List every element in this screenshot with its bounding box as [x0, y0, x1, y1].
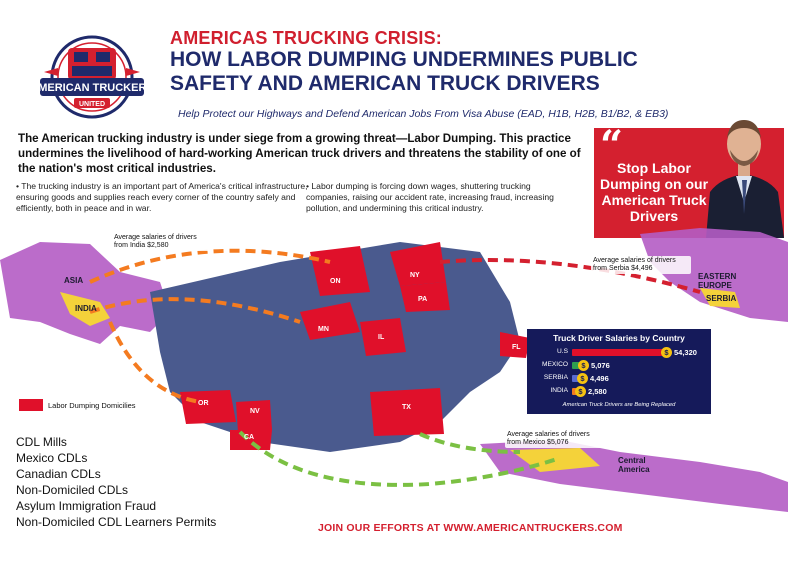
logo-top-text: AMERICAN TRUCKERS	[30, 82, 154, 94]
salary-country-label: INDIA	[550, 387, 568, 394]
region-serbia: SERBIA	[706, 294, 737, 303]
dollar-coin-icon: $	[578, 360, 589, 371]
page-title-line2: HOW LABOR DUMPING UNDERMINES PUBLIC SAFETY AND AMERICAN TRUCK DRIVERS	[170, 48, 638, 95]
salary-value: 5,076	[591, 361, 610, 370]
domicile-on	[310, 246, 370, 296]
issue-item: Asylum Immigration Fraud	[16, 499, 157, 513]
salary-value: 54,320	[674, 348, 697, 357]
region-asia: ASIA	[64, 276, 84, 285]
avg-salary-serbia-label: Average salaries of drivers from Serbia $4,496	[591, 256, 691, 274]
state-ny: NY	[410, 272, 420, 279]
state-or: OR	[198, 400, 209, 407]
dollar-coin-icon: $	[577, 373, 588, 384]
asia-landmass	[0, 242, 170, 344]
dollar-coin-icon: $	[661, 347, 672, 358]
state-il: IL	[378, 334, 385, 341]
issue-item: CDL Mills	[16, 435, 67, 449]
salary-country-label: U.S	[557, 348, 568, 355]
domicile-tx	[370, 388, 444, 436]
logo-bottom-text: UNITED	[78, 101, 106, 108]
tagline: Help Protect our Highways and Defend American Jobs From Visa Abuse (EAD, H1B, H2B, B1/B2, & EB3)	[178, 108, 669, 120]
state-mn: MN	[318, 326, 329, 333]
dollar-coin-icon: $	[575, 386, 586, 397]
intro-paragraph: The American trucking industry is under siege from a growing threat—Labor Dumping. This practice undermines the livelihood of hard-working American truck drivers and threatens the stability of one of the nation's most critical industries.	[18, 132, 581, 175]
salary-value: 2,580	[588, 387, 607, 396]
american-truckers-logo	[30, 28, 154, 126]
region-eastern-europe: EASTERN EUROPE	[698, 272, 737, 290]
salary-value: 4,496	[590, 374, 609, 383]
state-tx: TX	[402, 404, 411, 411]
region-india: INDIA	[75, 304, 97, 313]
legend-label: Labor Dumping Domicilies	[48, 401, 136, 410]
domicile-nv	[236, 400, 272, 432]
state-fl: FL	[512, 344, 521, 351]
region-central-america: Central America	[618, 456, 650, 474]
state-ca: CA	[244, 434, 255, 441]
avg-salary-india-label: Average salaries of drivers from India $2,580	[112, 233, 210, 251]
salary-country-label: MEXICO	[541, 361, 568, 368]
state-pa: PA	[418, 296, 428, 303]
bullet-infrastructure: • The trucking industry is an important part of America's critical infrastructure, ensuring goods and supplies reach every corner of the country safely and efficiently, both in peace and in war.	[16, 181, 308, 214]
bullet-labor-dumping: • Labor dumping is forcing down wages, shuttering trucking companies, raising our accident rate, increasing fraud, increasing pollution, and undermining this critical industry.	[306, 181, 554, 214]
salary-bar	[572, 349, 664, 356]
domicile-or	[180, 390, 236, 424]
issue-item: Non-Domiciled CDL Learners Permits	[16, 515, 217, 529]
salary-country-label: SERBIA	[543, 374, 568, 381]
join-cta-link[interactable]: JOIN OUR EFFORTS AT WWW.AMERICANTRUCKERS.COM	[318, 522, 623, 534]
issue-item: Mexico CDLs	[16, 451, 88, 465]
legend-swatch	[19, 399, 43, 411]
avg-salary-mexico-label: Average salaries of drivers from Mexico $5,076	[505, 430, 605, 448]
spokesperson-photo	[700, 104, 788, 238]
issues-list	[16, 434, 216, 530]
quote-mark: “	[600, 122, 624, 169]
issue-item: Canadian CDLs	[16, 467, 101, 481]
issue-item: Non-Domiciled CDLs	[16, 483, 129, 497]
state-nv: NV	[250, 408, 260, 415]
salary-chart-footnote: American Truck Drivers are Being Replaced	[562, 402, 676, 408]
state-on: ON	[330, 278, 341, 285]
salary-chart-title: Truck Driver Salaries by Country	[553, 333, 685, 343]
quote-text: Stop Labor Dumping on our American Truck Drivers	[599, 160, 709, 224]
page-title-line1: AMERICAS TRUCKING CRISIS:	[170, 28, 443, 48]
